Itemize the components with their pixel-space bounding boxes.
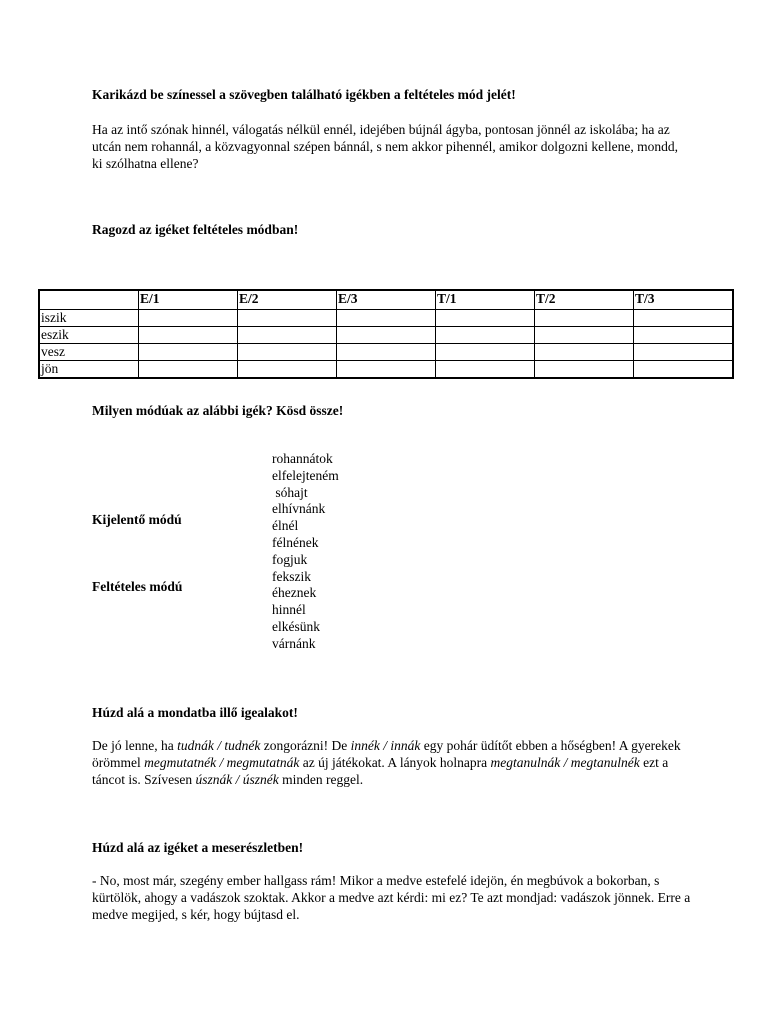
table-cell[interactable] <box>238 344 337 361</box>
table-cell[interactable] <box>535 310 634 327</box>
table-cell[interactable] <box>139 361 238 379</box>
table-header-cell: E/3 <box>337 290 436 310</box>
table-cell[interactable] <box>337 344 436 361</box>
table-row-verb: vesz <box>39 344 139 361</box>
exercise-4-title: Húzd alá a mondatba illő igealakot! <box>92 705 298 720</box>
table-header-cell: E/1 <box>139 290 238 310</box>
table-cell[interactable] <box>436 327 535 344</box>
table-cell[interactable] <box>436 344 535 361</box>
verb-choice: megtanulnák / megtanulnék <box>490 755 640 770</box>
table-cell[interactable] <box>238 310 337 327</box>
table-cell[interactable] <box>535 361 634 379</box>
table-header-cell: T/3 <box>634 290 734 310</box>
verb-choice: megmutatnék / megmutatnák <box>144 755 300 770</box>
verb-item: félnének <box>272 534 319 550</box>
sentence-text: minden reggel. <box>278 772 364 787</box>
verb-item: éheznek <box>272 585 317 601</box>
table-cell[interactable] <box>139 344 238 361</box>
mode-label-conditional: Feltételes módú <box>92 579 183 594</box>
table-row <box>39 344 733 361</box>
verb-item: elfelejteném <box>272 467 339 483</box>
table-cell[interactable] <box>139 310 238 327</box>
verb-choice: innék / innák <box>350 738 421 753</box>
verb-item: elkésünk <box>272 618 320 634</box>
verb-item: fogjuk <box>272 551 308 567</box>
verb-choice: úsznák / úsznék <box>195 772 279 787</box>
conjugation-table <box>38 289 734 379</box>
sentence-text: egy pohár üdítőt ebben a hőségben! A gyerekek örömmel <box>92 738 681 770</box>
exercise-1-text: Ha az intő szónak hinnél, válogatás nélkül ennél, idejében bújnál ágyba, pontosan jönnél az iskolába; ha az utcán nem rohannál, a közvagyonnal szépen bánnál, s nem akkor pihennél, amikor dolgozni kellene, mondd, ki szólhatna ellene? <box>92 122 678 171</box>
table-row-verb: jön <box>39 361 139 379</box>
verb-list <box>272 451 339 653</box>
table-cell[interactable] <box>436 310 535 327</box>
sentence-text: De jó lenne, ha <box>92 738 178 753</box>
table-header-row <box>39 290 733 310</box>
table-cell[interactable] <box>634 310 734 327</box>
exercise-5-text: - No, most már, szegény ember hallgass rám! Mikor a medve estefelé idejön, én megbúvok a bokorban, s kürtölök, ahogy a vadászok szoktak. Akkor a medve azt kérdi: mi ez? Te azt mondjad: vadászok jönnek. Erre a medve megijed, s kér, hogy bújtasd el. <box>92 873 691 922</box>
exercise-4-text <box>92 737 692 788</box>
sentence-text: ezt a táncot is. Szívesen <box>92 755 669 787</box>
table-row <box>39 327 733 344</box>
table-cell[interactable] <box>436 361 535 379</box>
sentence-text: az új játékokat. A lányok holnapra <box>299 755 491 770</box>
table-cell[interactable] <box>634 344 734 361</box>
table-cell[interactable] <box>634 361 734 379</box>
table-cell[interactable] <box>337 327 436 344</box>
table-row <box>39 310 733 327</box>
table-cell[interactable] <box>238 361 337 379</box>
verb-item: várnánk <box>272 635 316 651</box>
table-row-verb: iszik <box>39 310 139 327</box>
exercise-3-title: Milyen módúak az alábbi igék? Kösd össze! <box>92 403 344 418</box>
table-header-cell: T/1 <box>436 290 535 310</box>
table-cell[interactable] <box>535 327 634 344</box>
verb-item: hinnél <box>272 602 306 618</box>
sentence-text: zongorázni! De <box>260 738 351 753</box>
table-cell[interactable] <box>238 327 337 344</box>
table-cell[interactable] <box>337 361 436 379</box>
verb-choice: tudnák / tudnék <box>177 738 261 753</box>
table-header-cell: E/2 <box>238 290 337 310</box>
verb-item: fekszik <box>272 568 311 584</box>
verb-item: élnél <box>272 518 299 534</box>
table-row-verb: eszik <box>39 327 139 344</box>
exercise-5-title: Húzd alá az igéket a meserészletben! <box>92 840 304 855</box>
table-row <box>39 361 733 379</box>
table-cell[interactable] <box>535 344 634 361</box>
table-cell[interactable] <box>139 327 238 344</box>
mode-label-indicative: Kijelentő módú <box>92 512 182 527</box>
verb-item: sóhajt <box>272 484 308 500</box>
table-header-cell <box>39 290 139 310</box>
exercise-1-title: Karikázd be színessel a szövegben található igékben a feltételes mód jelét! <box>92 87 516 102</box>
verb-item: elhívnánk <box>272 501 326 517</box>
table-cell[interactable] <box>337 310 436 327</box>
verb-item: rohannátok <box>272 451 333 466</box>
table-header-cell: T/2 <box>535 290 634 310</box>
exercise-2-title: Ragozd az igéket feltételes módban! <box>92 222 299 237</box>
table-cell[interactable] <box>634 327 734 344</box>
